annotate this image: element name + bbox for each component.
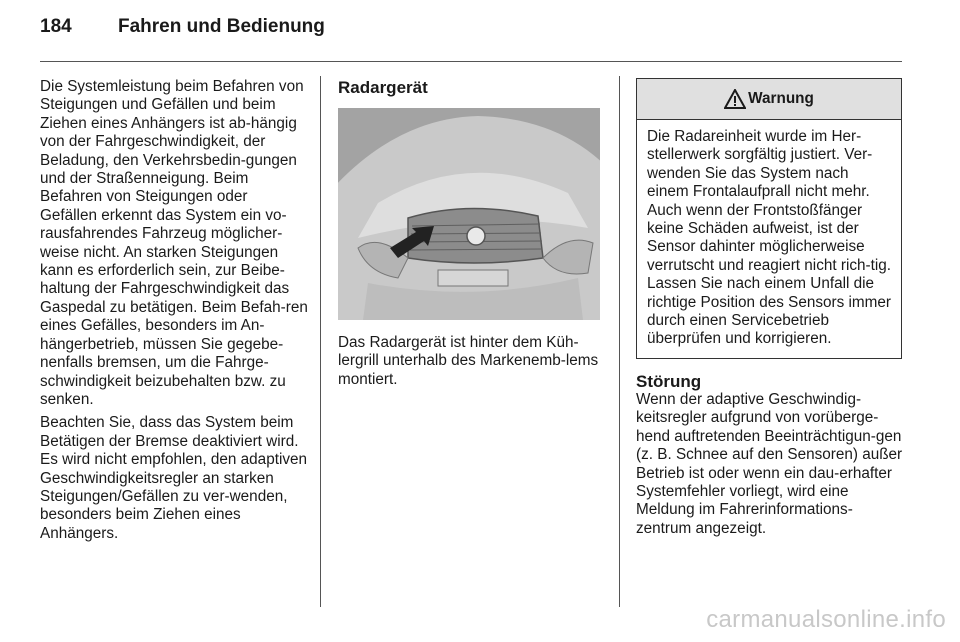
warning-text: Die Radareinheit wurde im Her-stellerwerk sorgfältig justiert. Ver-wenden Sie das System nach einem Frontalaufprall nicht mehr. Auch wenn der Frontstoßfänger keine Schäden aufweist, ist der Sensor dahinter möglicherweise verrutscht und reagiert nicht rich-tig. Lassen Sie nach einem Unfall die richtige Position des Sensors immer durch einen Servicebetrieb überprüfen und korrigieren. — [647, 128, 892, 348]
section-heading: Radargerät — [338, 78, 428, 97]
column-3 — [636, 78, 904, 543]
warning-triangle-icon — [724, 89, 746, 109]
radar-figure — [338, 108, 600, 320]
column-2 — [338, 78, 604, 394]
warning-header — [637, 79, 901, 120]
page-number: 184 — [40, 16, 72, 37]
column-divider-2 — [619, 76, 620, 607]
figure-caption: Das Radargerät ist hinter dem Küh-lergrill unterhalb des Markenemb-lems montiert. — [338, 334, 599, 388]
chapter-title: Fahren und Bedienung — [118, 16, 325, 37]
body-paragraph: Beachten Sie, dass das System beim Betätigen der Bremse deaktiviert wird. Es wird nicht empfohlen, den adaptiven Geschwindigkeitsregler an starken Steigungen/Gefällen zu ver-wenden, besonders beim Ziehen eines Anhängers. — [40, 414, 308, 542]
column-1 — [40, 78, 308, 548]
subheading: Störung — [636, 371, 702, 391]
page-header — [40, 16, 325, 50]
body-paragraph: Wenn der adaptive Geschwindig-keitsregler aufgrund von vorüberge-hend auftretenden Beeinträchtigun-gen (z. B. Schnee auf den Sensoren) außer Betrieb ist oder wenn ein dau-erhafter Systemfehler vorliegt, wird eine Meldung im Fahrerinformations-zentrum angezeigt. — [636, 390, 903, 537]
watermark: carmanualsonline.info — [706, 606, 946, 633]
car-front-illustration — [338, 108, 600, 320]
column-divider-1 — [320, 76, 321, 607]
body-paragraph: Die Systemleistung beim Befahren von Steigungen und Gefällen und beim Ziehen eines Anhängers ist ab-hängig von der Fahrgeschwindigkeit, der Beladung, den Verkehrsbedin-gungen und der Straßenneigung. Beim Befahren von Steigungen oder Gefällen erkennt das System ein vo-rausfahrendes Fahrzeug möglicher-weise nicht. An starken Steigungen kann es erforderlich sein, zur Beibe-haltung der Fahrgeschwindigkeit das Gaspedal zu betätigen. Beim Befah-ren eines Gefälles, besonders im An-hängerbetrieb, müssen Sie gegebe-nenfalls bremsen, um die Fahrge-schwindigkeit beizubehalten bzw. zu senken. — [40, 78, 308, 408]
warning-box — [636, 78, 902, 359]
warning-title: Warnung — [748, 90, 814, 107]
warning-body — [637, 120, 901, 358]
header-rule — [40, 61, 902, 62]
